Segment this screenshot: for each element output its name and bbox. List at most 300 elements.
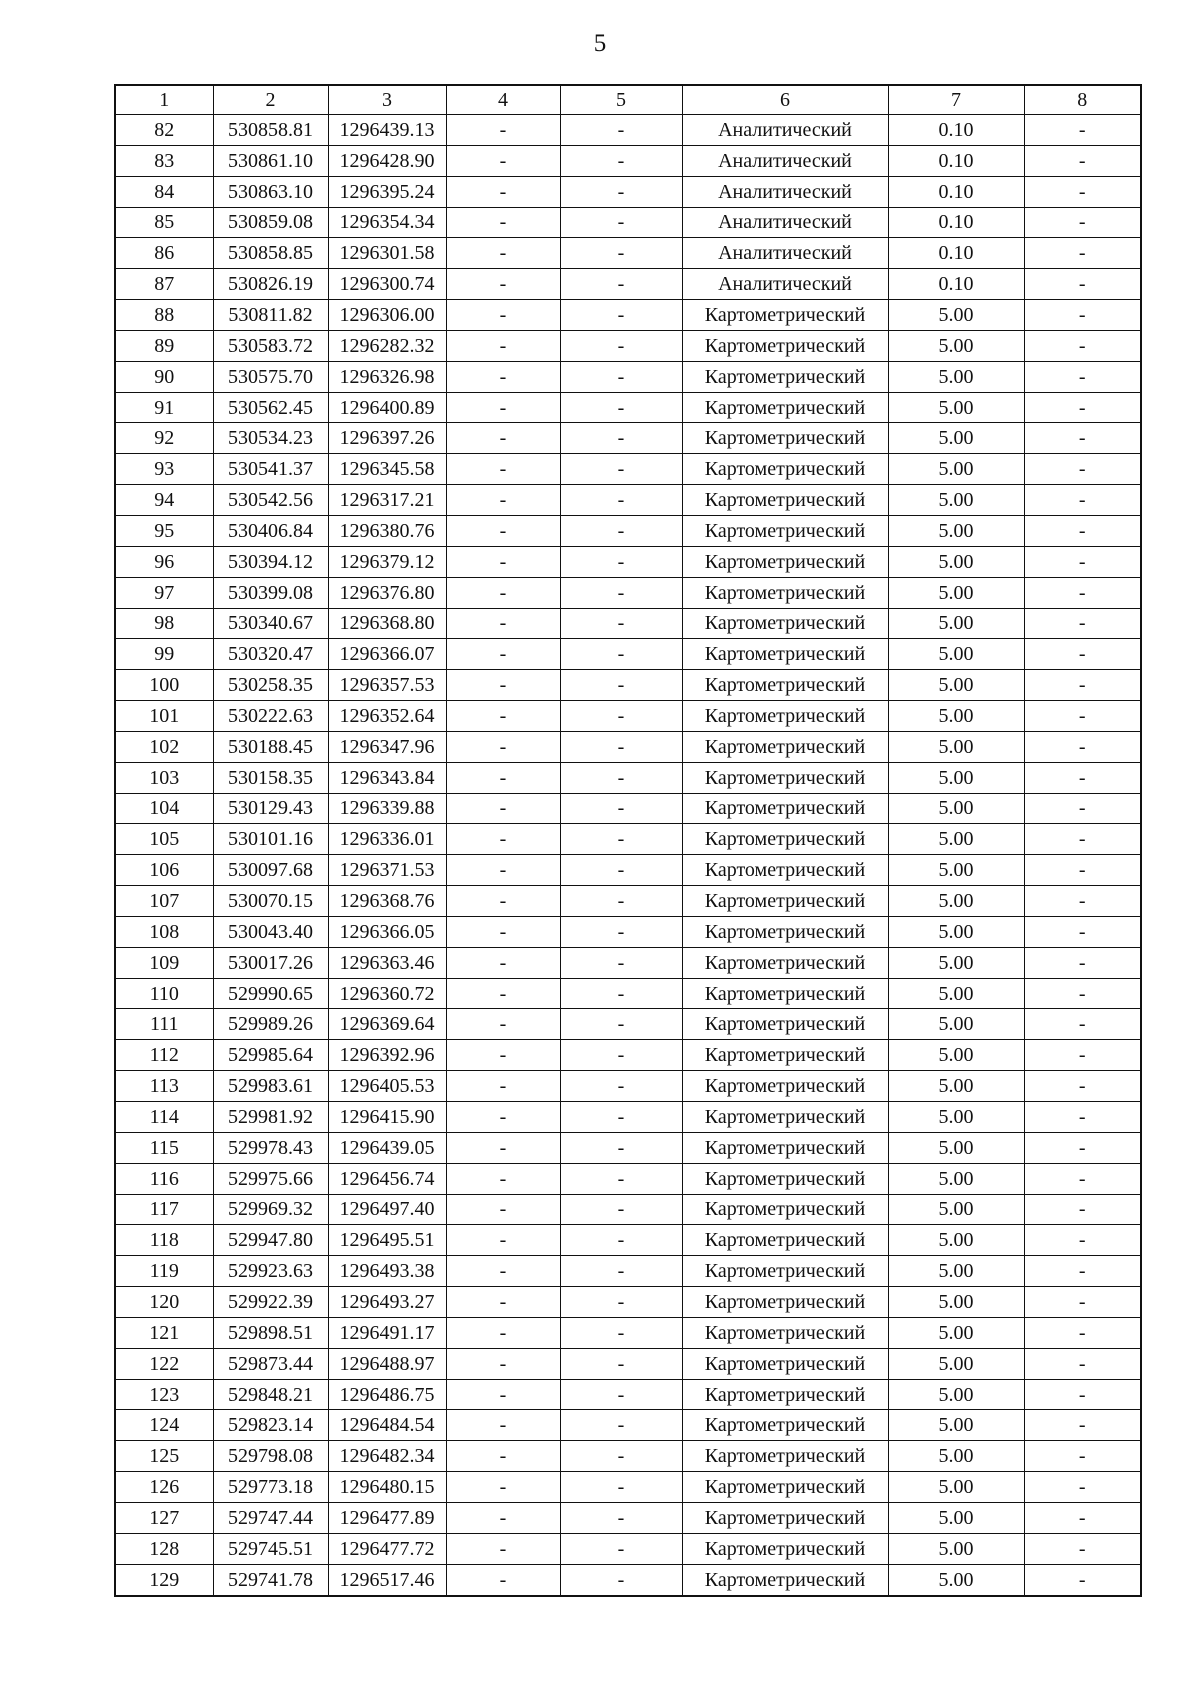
column-8-cell: -	[1024, 546, 1141, 577]
y-coordinate-cell: 1296491.17	[328, 1317, 446, 1348]
table-row	[115, 1071, 1141, 1102]
y-coordinate-cell: 1296301.58	[328, 238, 446, 269]
column-5-cell: -	[560, 454, 682, 485]
x-coordinate-cell: 529823.14	[213, 1410, 328, 1441]
point-number-cell: 100	[115, 670, 213, 701]
point-number-cell: 116	[115, 1163, 213, 1194]
precision-cell: 5.00	[888, 701, 1024, 732]
table-row	[115, 454, 1141, 485]
precision-cell: 5.00	[888, 1225, 1024, 1256]
table-row	[115, 1502, 1141, 1533]
column-8-cell: -	[1024, 577, 1141, 608]
method-cell: Картометрический	[682, 947, 888, 978]
table-row	[115, 793, 1141, 824]
column-5-cell: -	[560, 1071, 682, 1102]
y-coordinate-cell: 1296363.46	[328, 947, 446, 978]
precision-cell: 5.00	[888, 300, 1024, 331]
column-4-cell: -	[446, 1410, 560, 1441]
column-4-cell: -	[446, 1317, 560, 1348]
column-5-cell: -	[560, 916, 682, 947]
y-coordinate-cell: 1296415.90	[328, 1102, 446, 1133]
column-5-cell: -	[560, 1379, 682, 1410]
method-cell: Картометрический	[682, 330, 888, 361]
x-coordinate-cell: 530043.40	[213, 916, 328, 947]
method-cell: Картометрический	[682, 731, 888, 762]
point-number-cell: 125	[115, 1441, 213, 1472]
point-number-cell: 108	[115, 916, 213, 947]
y-coordinate-cell: 1296368.80	[328, 608, 446, 639]
y-coordinate-cell: 1296484.54	[328, 1410, 446, 1441]
column-4-cell: -	[446, 978, 560, 1009]
column-4-cell: -	[446, 145, 560, 176]
table-row	[115, 639, 1141, 670]
point-number-cell: 107	[115, 886, 213, 917]
point-number-cell: 103	[115, 762, 213, 793]
precision-cell: 5.00	[888, 577, 1024, 608]
column-4-cell: -	[446, 855, 560, 886]
column-8-cell: -	[1024, 145, 1141, 176]
column-4-cell: -	[446, 1225, 560, 1256]
x-coordinate-cell: 529922.39	[213, 1287, 328, 1318]
y-coordinate-cell: 1296354.34	[328, 207, 446, 238]
point-number-cell: 98	[115, 608, 213, 639]
table-row	[115, 115, 1141, 146]
method-cell: Картометрический	[682, 824, 888, 855]
column-8-cell: -	[1024, 1379, 1141, 1410]
y-coordinate-cell: 1296376.80	[328, 577, 446, 608]
column-8-cell: -	[1024, 330, 1141, 361]
table-row	[115, 577, 1141, 608]
column-header: 6	[682, 85, 888, 115]
method-cell: Картометрический	[682, 1194, 888, 1225]
column-8-cell: -	[1024, 1502, 1141, 1533]
table-row	[115, 824, 1141, 855]
column-8-cell: -	[1024, 793, 1141, 824]
column-header: 1	[115, 85, 213, 115]
precision-cell: 5.00	[888, 1194, 1024, 1225]
precision-cell: 5.00	[888, 978, 1024, 1009]
x-coordinate-cell: 530258.35	[213, 670, 328, 701]
column-4-cell: -	[446, 577, 560, 608]
point-number-cell: 93	[115, 454, 213, 485]
point-number-cell: 94	[115, 485, 213, 516]
x-coordinate-cell: 530826.19	[213, 269, 328, 300]
precision-cell: 5.00	[888, 855, 1024, 886]
y-coordinate-cell: 1296357.53	[328, 670, 446, 701]
precision-cell: 5.00	[888, 1071, 1024, 1102]
x-coordinate-cell: 530575.70	[213, 361, 328, 392]
x-coordinate-cell: 530222.63	[213, 701, 328, 732]
column-8-cell: -	[1024, 824, 1141, 855]
table-body	[115, 115, 1141, 1596]
point-number-cell: 124	[115, 1410, 213, 1441]
precision-cell: 5.00	[888, 793, 1024, 824]
column-8-cell: -	[1024, 392, 1141, 423]
x-coordinate-cell: 529981.92	[213, 1102, 328, 1133]
x-coordinate-cell: 530811.82	[213, 300, 328, 331]
column-4-cell: -	[446, 824, 560, 855]
column-4-cell: -	[446, 361, 560, 392]
column-8-cell: -	[1024, 670, 1141, 701]
point-number-cell: 114	[115, 1102, 213, 1133]
y-coordinate-cell: 1296371.53	[328, 855, 446, 886]
table-row	[115, 392, 1141, 423]
x-coordinate-cell: 529923.63	[213, 1256, 328, 1287]
table-row	[115, 978, 1141, 1009]
precision-cell: 5.00	[888, 762, 1024, 793]
precision-cell: 5.00	[888, 330, 1024, 361]
table-row	[115, 1132, 1141, 1163]
method-cell: Картометрический	[682, 454, 888, 485]
method-cell: Аналитический	[682, 145, 888, 176]
y-coordinate-cell: 1296317.21	[328, 485, 446, 516]
point-number-cell: 112	[115, 1040, 213, 1071]
column-5-cell: -	[560, 176, 682, 207]
method-cell: Картометрический	[682, 577, 888, 608]
precision-cell: 5.00	[888, 1564, 1024, 1595]
point-number-cell: 115	[115, 1132, 213, 1163]
column-4-cell: -	[446, 793, 560, 824]
method-cell: Картометрический	[682, 762, 888, 793]
column-8-cell: -	[1024, 1348, 1141, 1379]
precision-cell: 0.10	[888, 176, 1024, 207]
method-cell: Картометрический	[682, 1256, 888, 1287]
table-row	[115, 1102, 1141, 1133]
column-4-cell: -	[446, 1040, 560, 1071]
column-8-cell: -	[1024, 361, 1141, 392]
method-cell: Картометрический	[682, 916, 888, 947]
precision-cell: 0.10	[888, 238, 1024, 269]
precision-cell: 5.00	[888, 1410, 1024, 1441]
column-5-cell: -	[560, 824, 682, 855]
method-cell: Картометрический	[682, 1040, 888, 1071]
precision-cell: 0.10	[888, 145, 1024, 176]
column-4-cell: -	[446, 269, 560, 300]
method-cell: Картометрический	[682, 608, 888, 639]
y-coordinate-cell: 1296379.12	[328, 546, 446, 577]
method-cell: Картометрический	[682, 1132, 888, 1163]
column-4-cell: -	[446, 916, 560, 947]
y-coordinate-cell: 1296282.32	[328, 330, 446, 361]
precision-cell: 5.00	[888, 1132, 1024, 1163]
table-row	[115, 300, 1141, 331]
precision-cell: 5.00	[888, 886, 1024, 917]
column-5-cell: -	[560, 1163, 682, 1194]
column-8-cell: -	[1024, 731, 1141, 762]
table-row	[115, 1225, 1141, 1256]
precision-cell: 5.00	[888, 546, 1024, 577]
point-number-cell: 120	[115, 1287, 213, 1318]
column-5-cell: -	[560, 701, 682, 732]
column-header: 8	[1024, 85, 1141, 115]
y-coordinate-cell: 1296497.40	[328, 1194, 446, 1225]
method-cell: Картометрический	[682, 515, 888, 546]
column-8-cell: -	[1024, 423, 1141, 454]
point-number-cell: 109	[115, 947, 213, 978]
table-row	[115, 731, 1141, 762]
table-row	[115, 762, 1141, 793]
column-header: 4	[446, 85, 560, 115]
precision-cell: 5.00	[888, 824, 1024, 855]
column-5-cell: -	[560, 1102, 682, 1133]
method-cell: Картометрический	[682, 1502, 888, 1533]
precision-cell: 5.00	[888, 1102, 1024, 1133]
y-coordinate-cell: 1296395.24	[328, 176, 446, 207]
table-header-row	[115, 85, 1141, 115]
point-number-cell: 91	[115, 392, 213, 423]
column-5-cell: -	[560, 207, 682, 238]
column-4-cell: -	[446, 115, 560, 146]
column-4-cell: -	[446, 330, 560, 361]
column-5-cell: -	[560, 731, 682, 762]
precision-cell: 5.00	[888, 916, 1024, 947]
column-header: 7	[888, 85, 1024, 115]
column-8-cell: -	[1024, 1317, 1141, 1348]
precision-cell: 5.00	[888, 1040, 1024, 1071]
column-8-cell: -	[1024, 269, 1141, 300]
column-5-cell: -	[560, 855, 682, 886]
y-coordinate-cell: 1296336.01	[328, 824, 446, 855]
column-8-cell: -	[1024, 762, 1141, 793]
method-cell: Картометрический	[682, 1441, 888, 1472]
column-5-cell: -	[560, 145, 682, 176]
x-coordinate-cell: 529985.64	[213, 1040, 328, 1071]
column-4-cell: -	[446, 207, 560, 238]
table-row	[115, 701, 1141, 732]
table-row	[115, 176, 1141, 207]
table-row	[115, 515, 1141, 546]
column-5-cell: -	[560, 238, 682, 269]
y-coordinate-cell: 1296345.58	[328, 454, 446, 485]
x-coordinate-cell: 529848.21	[213, 1379, 328, 1410]
precision-cell: 5.00	[888, 639, 1024, 670]
column-8-cell: -	[1024, 1009, 1141, 1040]
column-8-cell: -	[1024, 1564, 1141, 1595]
table-row	[115, 423, 1141, 454]
precision-cell: 5.00	[888, 947, 1024, 978]
column-5-cell: -	[560, 1225, 682, 1256]
column-8-cell: -	[1024, 1040, 1141, 1071]
method-cell: Картометрический	[682, 793, 888, 824]
table-row	[115, 361, 1141, 392]
x-coordinate-cell: 530188.45	[213, 731, 328, 762]
column-5-cell: -	[560, 1132, 682, 1163]
method-cell: Картометрический	[682, 1009, 888, 1040]
column-5-cell: -	[560, 1317, 682, 1348]
column-8-cell: -	[1024, 886, 1141, 917]
x-coordinate-cell: 530129.43	[213, 793, 328, 824]
table-row	[115, 485, 1141, 516]
y-coordinate-cell: 1296495.51	[328, 1225, 446, 1256]
precision-cell: 0.10	[888, 115, 1024, 146]
column-4-cell: -	[446, 1194, 560, 1225]
y-coordinate-cell: 1296352.64	[328, 701, 446, 732]
point-number-cell: 90	[115, 361, 213, 392]
column-5-cell: -	[560, 1410, 682, 1441]
y-coordinate-cell: 1296477.89	[328, 1502, 446, 1533]
point-number-cell: 110	[115, 978, 213, 1009]
method-cell: Картометрический	[682, 855, 888, 886]
column-8-cell: -	[1024, 608, 1141, 639]
table-row	[115, 886, 1141, 917]
method-cell: Аналитический	[682, 238, 888, 269]
column-8-cell: -	[1024, 978, 1141, 1009]
column-5-cell: -	[560, 1472, 682, 1503]
table-row	[115, 855, 1141, 886]
precision-cell: 0.10	[888, 207, 1024, 238]
point-number-cell: 127	[115, 1502, 213, 1533]
column-5-cell: -	[560, 392, 682, 423]
column-8-cell: -	[1024, 207, 1141, 238]
column-8-cell: -	[1024, 1256, 1141, 1287]
method-cell: Картометрический	[682, 1472, 888, 1503]
column-4-cell: -	[446, 701, 560, 732]
point-number-cell: 111	[115, 1009, 213, 1040]
column-5-cell: -	[560, 515, 682, 546]
y-coordinate-cell: 1296482.34	[328, 1441, 446, 1472]
method-cell: Картометрический	[682, 639, 888, 670]
x-coordinate-cell: 530394.12	[213, 546, 328, 577]
precision-cell: 5.00	[888, 670, 1024, 701]
column-5-cell: -	[560, 115, 682, 146]
point-number-cell: 101	[115, 701, 213, 732]
column-4-cell: -	[446, 423, 560, 454]
column-5-cell: -	[560, 1009, 682, 1040]
table-row	[115, 1194, 1141, 1225]
precision-cell: 5.00	[888, 1163, 1024, 1194]
column-8-cell: -	[1024, 1472, 1141, 1503]
column-4-cell: -	[446, 670, 560, 701]
point-number-cell: 128	[115, 1533, 213, 1564]
y-coordinate-cell: 1296366.07	[328, 639, 446, 670]
y-coordinate-cell: 1296428.90	[328, 145, 446, 176]
table-row	[115, 330, 1141, 361]
precision-cell: 5.00	[888, 1287, 1024, 1318]
column-8-cell: -	[1024, 454, 1141, 485]
x-coordinate-cell: 530406.84	[213, 515, 328, 546]
column-5-cell: -	[560, 670, 682, 701]
point-number-cell: 123	[115, 1379, 213, 1410]
precision-cell: 5.00	[888, 485, 1024, 516]
x-coordinate-cell: 530399.08	[213, 577, 328, 608]
precision-cell: 5.00	[888, 608, 1024, 639]
column-4-cell: -	[446, 608, 560, 639]
column-5-cell: -	[560, 269, 682, 300]
x-coordinate-cell: 530097.68	[213, 855, 328, 886]
x-coordinate-cell: 529978.43	[213, 1132, 328, 1163]
column-8-cell: -	[1024, 1287, 1141, 1318]
column-4-cell: -	[446, 1009, 560, 1040]
x-coordinate-cell: 530542.56	[213, 485, 328, 516]
column-4-cell: -	[446, 454, 560, 485]
x-coordinate-cell: 530858.81	[213, 115, 328, 146]
y-coordinate-cell: 1296368.76	[328, 886, 446, 917]
column-4-cell: -	[446, 238, 560, 269]
method-cell: Картометрический	[682, 423, 888, 454]
column-4-cell: -	[446, 639, 560, 670]
method-cell: Картометрический	[682, 1533, 888, 1564]
column-5-cell: -	[560, 1564, 682, 1595]
point-number-cell: 121	[115, 1317, 213, 1348]
column-8-cell: -	[1024, 916, 1141, 947]
precision-cell: 5.00	[888, 1502, 1024, 1533]
y-coordinate-cell: 1296493.38	[328, 1256, 446, 1287]
x-coordinate-cell: 530562.45	[213, 392, 328, 423]
point-number-cell: 82	[115, 115, 213, 146]
column-4-cell: -	[446, 1441, 560, 1472]
point-number-cell: 106	[115, 855, 213, 886]
point-number-cell: 87	[115, 269, 213, 300]
column-8-cell: -	[1024, 1410, 1141, 1441]
point-number-cell: 129	[115, 1564, 213, 1595]
table-row	[115, 1410, 1141, 1441]
method-cell: Картометрический	[682, 546, 888, 577]
column-8-cell: -	[1024, 855, 1141, 886]
x-coordinate-cell: 529873.44	[213, 1348, 328, 1379]
y-coordinate-cell: 1296397.26	[328, 423, 446, 454]
point-number-cell: 85	[115, 207, 213, 238]
method-cell: Картометрический	[682, 1564, 888, 1595]
point-number-cell: 118	[115, 1225, 213, 1256]
table-row	[115, 608, 1141, 639]
table-row	[115, 670, 1141, 701]
x-coordinate-cell: 530583.72	[213, 330, 328, 361]
x-coordinate-cell: 530158.35	[213, 762, 328, 793]
x-coordinate-cell: 529745.51	[213, 1533, 328, 1564]
y-coordinate-cell: 1296300.74	[328, 269, 446, 300]
x-coordinate-cell: 530017.26	[213, 947, 328, 978]
column-4-cell: -	[446, 947, 560, 978]
column-4-cell: -	[446, 1348, 560, 1379]
point-number-cell: 117	[115, 1194, 213, 1225]
column-5-cell: -	[560, 361, 682, 392]
column-8-cell: -	[1024, 1533, 1141, 1564]
y-coordinate-cell: 1296517.46	[328, 1564, 446, 1595]
point-number-cell: 84	[115, 176, 213, 207]
method-cell: Аналитический	[682, 115, 888, 146]
method-cell: Картометрический	[682, 1071, 888, 1102]
column-4-cell: -	[446, 1564, 560, 1595]
point-number-cell: 113	[115, 1071, 213, 1102]
precision-cell: 5.00	[888, 1441, 1024, 1472]
x-coordinate-cell: 529773.18	[213, 1472, 328, 1503]
point-number-cell: 97	[115, 577, 213, 608]
x-coordinate-cell: 530863.10	[213, 176, 328, 207]
point-number-cell: 86	[115, 238, 213, 269]
column-4-cell: -	[446, 176, 560, 207]
method-cell: Картометрический	[682, 1102, 888, 1133]
column-4-cell: -	[446, 1287, 560, 1318]
column-4-cell: -	[446, 762, 560, 793]
y-coordinate-cell: 1296392.96	[328, 1040, 446, 1071]
method-cell: Картометрический	[682, 1163, 888, 1194]
table-row	[115, 1009, 1141, 1040]
table-row	[115, 1472, 1141, 1503]
x-coordinate-cell: 529983.61	[213, 1071, 328, 1102]
column-4-cell: -	[446, 515, 560, 546]
y-coordinate-cell: 1296366.05	[328, 916, 446, 947]
column-5-cell: -	[560, 1533, 682, 1564]
column-8-cell: -	[1024, 300, 1141, 331]
column-header: 5	[560, 85, 682, 115]
column-5-cell: -	[560, 762, 682, 793]
method-cell: Картометрический	[682, 670, 888, 701]
point-number-cell: 105	[115, 824, 213, 855]
y-coordinate-cell: 1296456.74	[328, 1163, 446, 1194]
column-5-cell: -	[560, 577, 682, 608]
column-5-cell: -	[560, 1256, 682, 1287]
column-8-cell: -	[1024, 1071, 1141, 1102]
